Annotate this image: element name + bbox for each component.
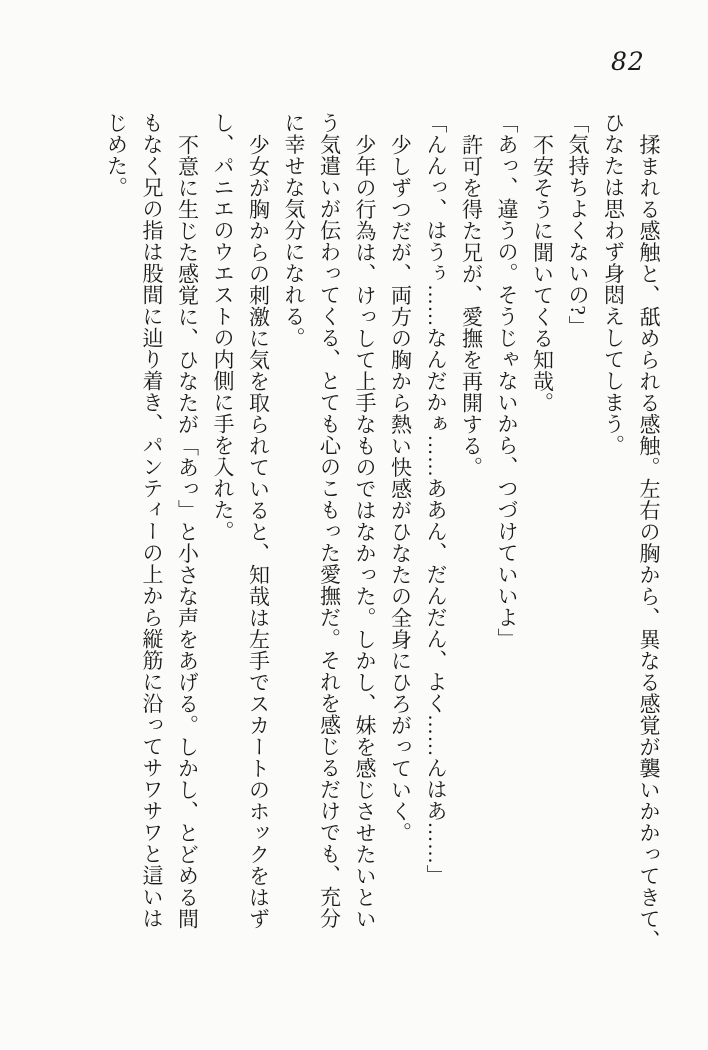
text-line: 少しずつだが、両方の胸から熱い快感がひなたの全身にひろがっていく。 [388,133,413,843]
text-line: 揉まれる感触と、舐められる感触。左右の胸から、異なる感覚が襲いかかってきて、 [637,133,661,951]
text-line: に幸せな気分になれる。 [282,112,306,349]
text-line: ひなたは思わず身悶えしてしまう。 [601,112,626,456]
text-line: 「あっ、違うの。そうじゃないから、つづけていいよ」 [495,112,519,650]
text-block [98,112,666,956]
page-number: 82 [611,47,645,76]
text-line: 不安そうに聞いてくる知哉。 [530,133,555,413]
text-line: う気遣いが伝わってくる、とても心のこもった愛撫だ。それを感じるだけでも、充分 [317,112,342,929]
text-line: し、パニエのウエストの内側に手を入れた。 [211,112,235,542]
text-line: 不意に生じた感覚に、ひなたが「あっ」と小さな声をあげる。しかし、とどめる間 [175,133,200,929]
text-line: 許可を得た兄が、愛撫を再開する。 [459,133,484,478]
text-line: 「んんっ、はうぅ……なんだかぁ……ああん、だんだん、よく……んはあ……」 [424,112,448,886]
text-line: 少年の行為は、けっして上手なものではなかった。しかし、妹を感じさせたいとい [353,133,377,929]
text-line: もなく兄の指は股間に辿り着き、パンティーの上から縦筋に沿ってサワサワと這いは [140,112,164,929]
text-line: じめた。 [104,112,129,198]
text-line: 少女が胸からの刺激に気を取られていると、知哉は左手でスカートのホックをはず [246,133,271,929]
text-line: 「気持ちよくないの?」 [566,112,590,337]
